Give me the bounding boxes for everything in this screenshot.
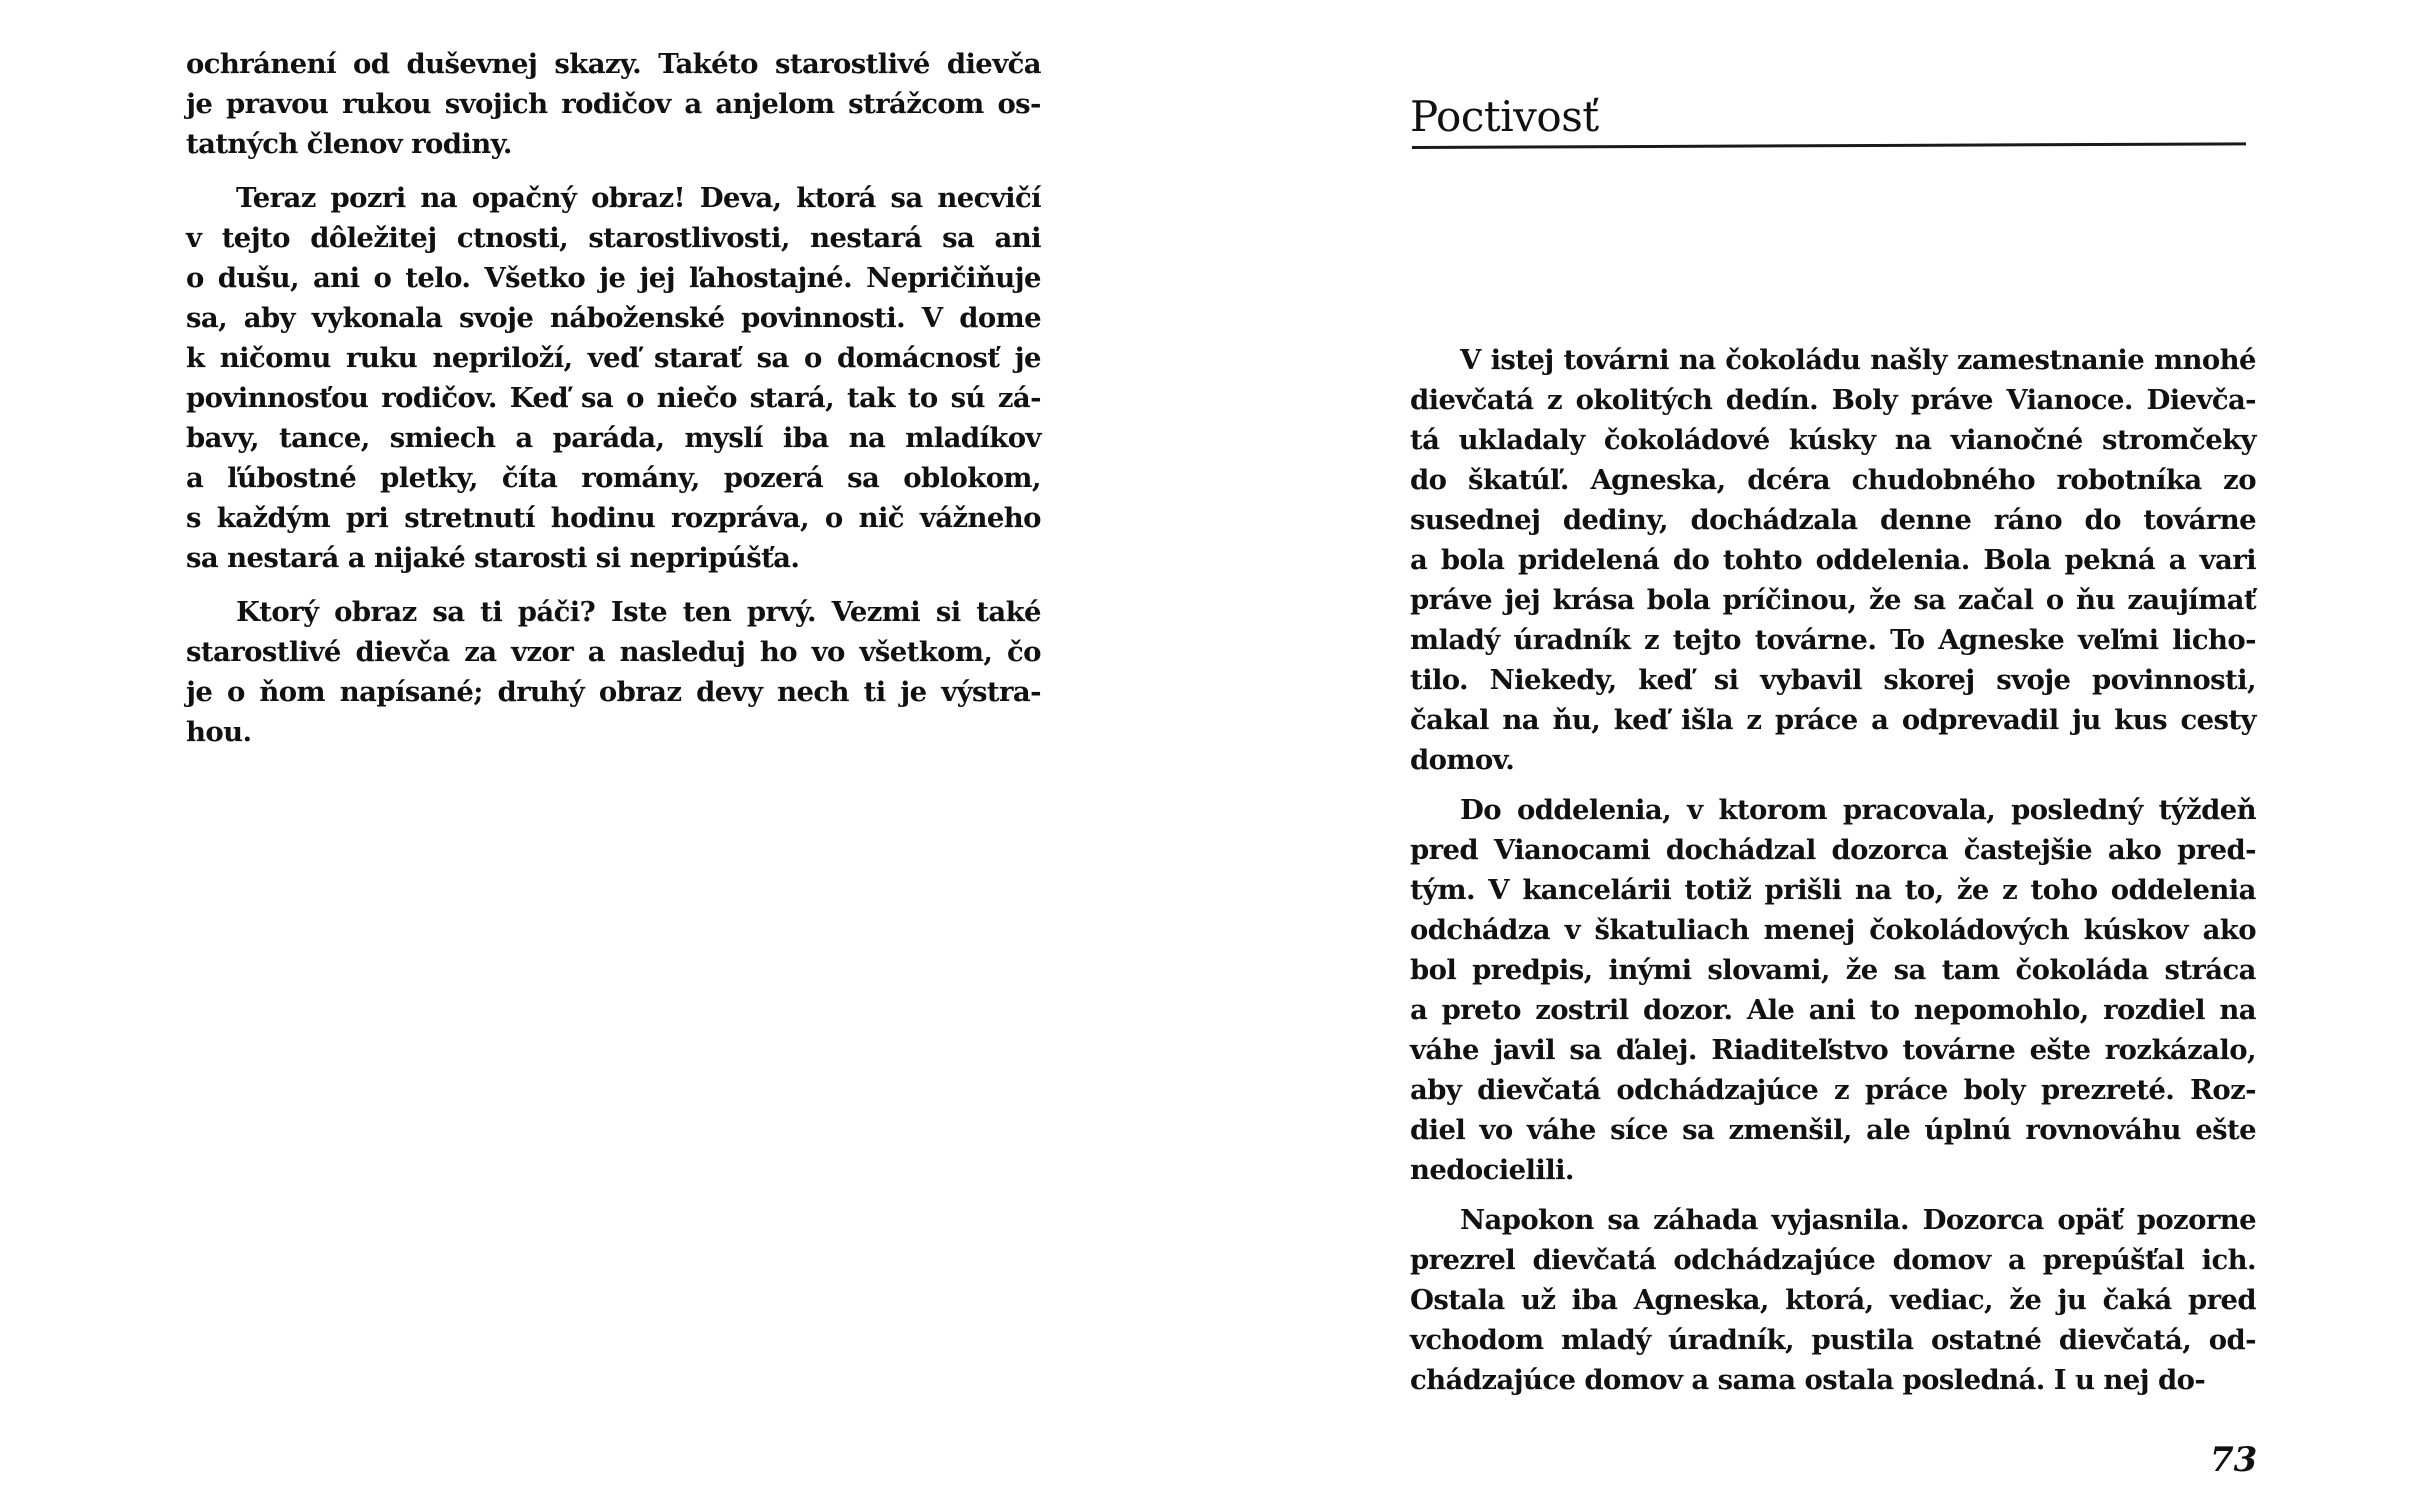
text-line: s každým pri stretnutí hodinu rozpráva, o nič vážneho (186, 502, 1041, 534)
right-page-text (1410, 340, 2256, 1400)
text-line: do škatúľ. Agneska, dcéra chudobného robotníka zo (1410, 464, 2256, 496)
text-line: Teraz pozri na opačný obraz! Deva, ktorá sa necvičí (236, 182, 1041, 214)
paragraph-gap (1410, 780, 2256, 790)
paragraph (1410, 340, 2256, 780)
paragraph-gap (1410, 1190, 2256, 1200)
text-line: prezrel dievčatá odchádzajúce domov a prepúšťal ich. (1410, 1244, 2256, 1276)
text-line: Napokon sa záhada vyjasnila. Dozorca opäť pozorne (1460, 1204, 2256, 1236)
text-line: ochránení od duševnej skazy. Takéto starostlivé dievča (186, 48, 1041, 80)
text-line: diel vo váhe síce sa zmenšil, ale úplnú rovnováhu ešte (1410, 1114, 2256, 1146)
text-line: a preto zostril dozor. Ale ani to nepomohlo, rozdiel na (1410, 994, 2256, 1026)
text-line: chádzajúce domov a sama ostala posledná. I u nej do- (1410, 1364, 2206, 1396)
text-line: sa nestará a nijaké starosti si nepripúšťa. (186, 542, 800, 574)
text-line: domov. (1410, 744, 1515, 776)
text-line: váhe javil sa ďalej. Riaditeľstvo továrne ešte rozkázalo, (1410, 1034, 2256, 1066)
text-line: a ľúbostné pletky, číta romány, pozerá sa oblokom, (186, 462, 1041, 494)
text-line: odchádza v škatuliach menej čokoládových kúskov ako (1410, 914, 2256, 946)
paragraph (186, 178, 1041, 578)
text-line: Do oddelenia, v ktorom pracovala, posledný týždeň (1460, 794, 2256, 826)
text-line: dievčatá z okolitých dedín. Boly práve Vianoce. Dievča- (1410, 384, 2256, 416)
page-number: 73 (2210, 1440, 2258, 1480)
text-line: v tejto dôležitej ctnosti, starostlivosti, nestará sa ani (186, 222, 1041, 254)
text-line: povinnosťou rodičov. Keď sa o niečo stará, tak to sú zá- (186, 382, 1041, 414)
text-line: mladý úradník z tejto továrne. To Agneske veľmi licho- (1410, 624, 2256, 656)
text-line: k ničomu ruku nepriloží, veď starať sa o domácnosť je (186, 342, 1041, 374)
text-line: pred Vianocami dochádzal dozorca častejšie ako pred- (1410, 834, 2256, 866)
chapter-title: Poctivosť (1410, 92, 1599, 141)
text-line: tilo. Niekedy, keď si vybavil skorej svoje povinnosti, (1410, 664, 2256, 696)
text-line: bol predpis, inými slovami, že sa tam čokoláda stráca (1410, 954, 2256, 986)
text-line: je o ňom napísané; druhý obraz devy nech ti je výstra- (186, 676, 1041, 708)
text-line: sa, aby vykonala svoje náboženské povinnosti. V dome (186, 302, 1041, 334)
text-line: a bola pridelená do tohto oddelenia. Bola pekná a vari (1410, 544, 2256, 576)
paragraph (186, 44, 1041, 164)
text-line: nedocielili. (1410, 1154, 1574, 1186)
text-line: starostlivé dievča za vzor a nasleduj ho vo všetkom, čo (186, 636, 1041, 668)
text-line: susednej dediny, dochádzala denne ráno do továrne (1410, 504, 2256, 536)
paragraph-gap (186, 164, 1041, 178)
text-line: čakal na ňu, keď išla z práce a odprevadil ju kus cesty (1410, 704, 2256, 736)
text-line: bavy, tance, smiech a paráda, myslí iba na mladíkov (186, 422, 1041, 454)
paragraph (1410, 790, 2256, 1190)
text-line: práve jej krása bola príčinou, že sa začal o ňu zaujímať (1410, 584, 2256, 616)
left-page-text (186, 44, 1041, 752)
title-underline-rule (1412, 142, 2246, 149)
text-line: Ostala už iba Agneska, ktorá, vediac, že ju čaká pred (1410, 1284, 2256, 1316)
text-line: je pravou rukou svojich rodičov a anjelom strážcom os- (186, 88, 1041, 120)
text-line: V istej továrni na čokoládu našly zamestnanie mnohé (1460, 344, 2256, 376)
text-line: o dušu, ani o telo. Všetko je jej ľahostajné. Nepričiňuje (186, 262, 1041, 294)
text-line: tatných členov rodiny. (186, 128, 512, 160)
text-line: Ktorý obraz sa ti páči? Iste ten prvý. Vezmi si také (236, 596, 1041, 628)
paragraph (186, 592, 1041, 752)
text-line: aby dievčatá odchádzajúce z práce boly prezreté. Roz- (1410, 1074, 2256, 1106)
text-line: tým. V kancelárii totiž prišli na to, že z toho oddelenia (1410, 874, 2256, 906)
right-page (1210, 0, 2420, 1500)
text-line: tá ukladaly čokoládové kúsky na vianočné stromčeky (1410, 424, 2256, 456)
text-line: vchodom mladý úradník, pustila ostatné dievčatá, od- (1410, 1324, 2256, 1356)
text-line: hou. (186, 716, 252, 748)
paragraph (1410, 1200, 2256, 1400)
paragraph-gap (186, 578, 1041, 592)
